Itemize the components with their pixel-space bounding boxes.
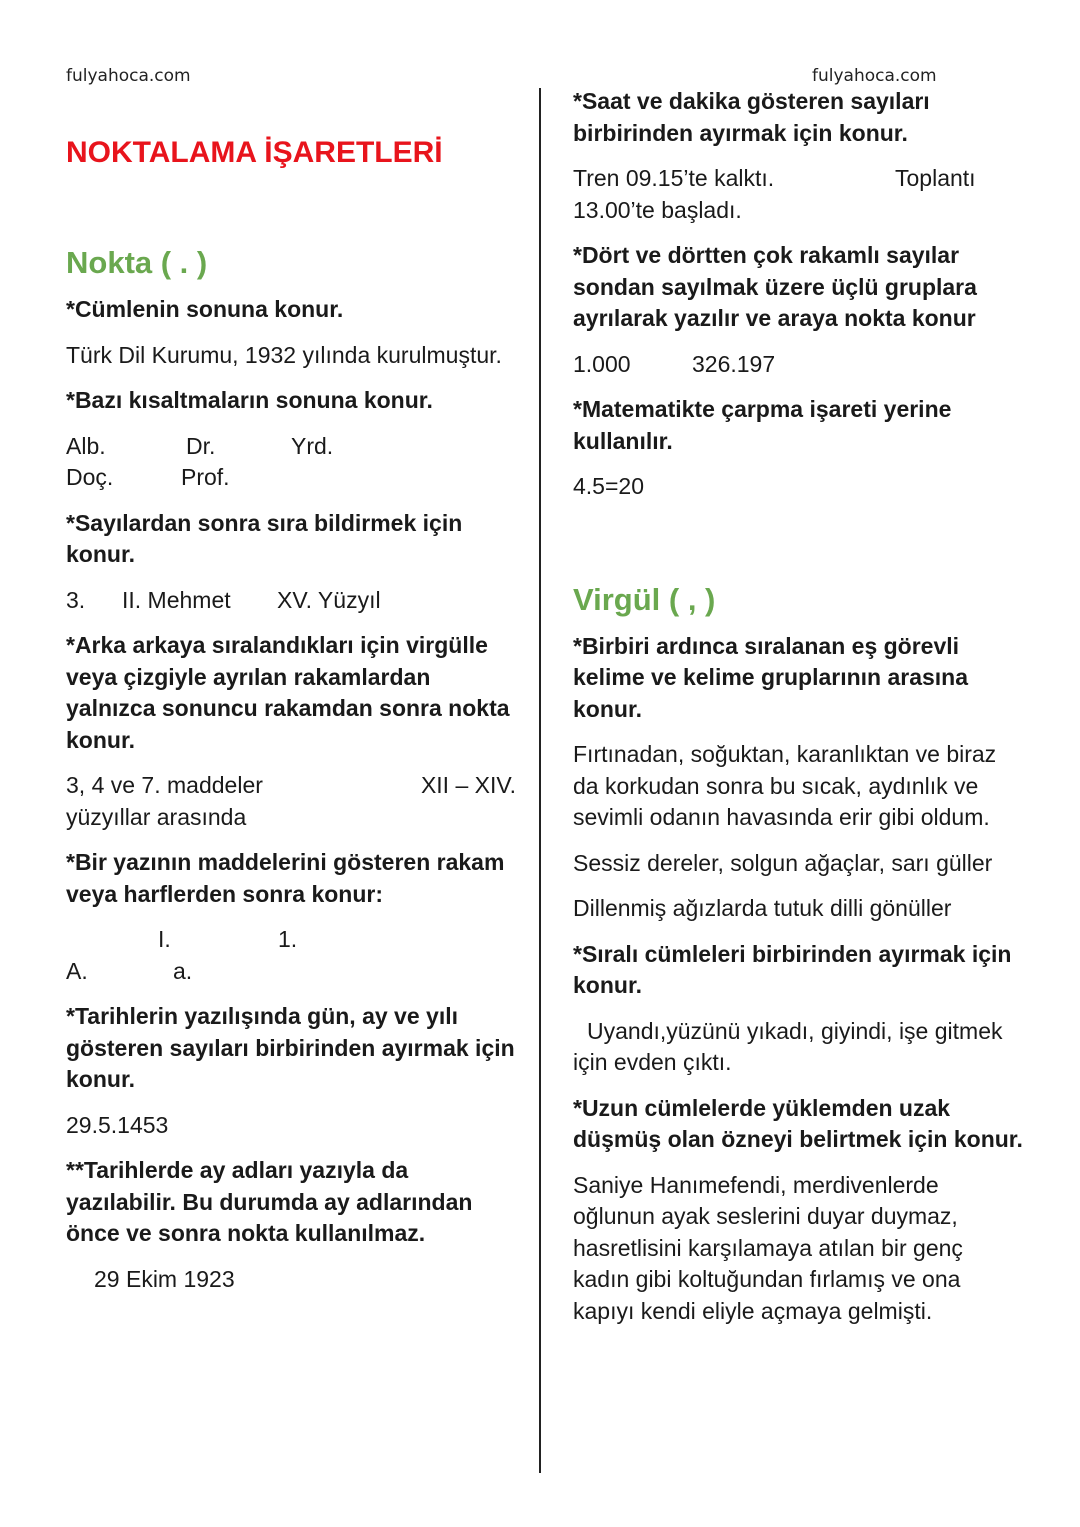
example-text: 3. (66, 586, 86, 613)
rule-text: *Bazı kısaltmaların sonuna konur. (66, 387, 433, 413)
rule-text: *Sayılardan sonra sıra bildirmek için konur. (66, 509, 463, 567)
example-text: Sessiz dereler, solgun ağaçlar, sarı güller (573, 849, 993, 876)
column-divider (539, 88, 541, 1473)
example-text: Doç. (66, 464, 114, 490)
example-text: Dr. (186, 432, 216, 459)
example-text: 1. (278, 926, 298, 952)
site-url-right: fulyahoca.com (812, 66, 937, 86)
rule-text: *Dört ve dörtten çok rakamlı sayılar sondan sayılmak üzere üçlü gruplara ayrılarak yazılır ve araya nokta konur (573, 242, 977, 331)
example-text: Tren 09.15’te kalktı. (573, 165, 775, 191)
example-text: II. Mehmet (122, 586, 231, 613)
example-text: Yrd. (291, 432, 334, 459)
right-column (573, 86, 1023, 1341)
example-text: 29 Ekim 1923 (94, 1265, 235, 1292)
spacer (573, 517, 1023, 579)
example-text: Toplantı (895, 165, 976, 191)
example-text: Alb. (66, 432, 106, 459)
example-text: a. (173, 957, 193, 984)
rule-text: *Birbiri ardınca sıralanan eş görevli kelime ve kelime gruplarının arasına konur. (573, 632, 969, 722)
example-text: Uyandı,yüzünü yıkadı, giyindi, işe gitmek için evden çıktı. (573, 1017, 1003, 1075)
site-url-left: fulyahoca.com (66, 66, 191, 86)
rule-text: **Tarihlerde ay adları yazıyla da yazılabilir. Bu durumda ay adlarından önce ve sonra nokta kullanılmaz. (66, 1157, 473, 1246)
rule-text: *Uzun cümlelerde yüklemden uzak düşmüş olan özneyi belirtmek için konur. (573, 1094, 1023, 1152)
example-text: Türk Dil Kurumu, 1932 yılında kurulmuştur. (66, 341, 502, 368)
example-text: Dillenmiş ağızlarda tutuk dilli gönüller (573, 895, 952, 921)
example-text: Fırtınadan, soğuktan, karanlıktan ve biraz da korkudan sonra bu sıcak, aydınlık ve sevimli odanın havasında erir gibi oldum. (573, 741, 997, 830)
example-text: 13.00’te başladı. (573, 196, 742, 223)
page-title: NOKTALAMA İŞARETLERİ (66, 136, 443, 169)
example-text: XV. Yüzyıl (277, 586, 381, 613)
rule-text: *Cümlenin sonuna konur. (66, 296, 344, 322)
example-text: 326.197 (692, 350, 776, 377)
ordinal-examples (66, 585, 516, 617)
rule-text: *Matematikte çarpma işareti yerine kullanılır. (573, 396, 952, 454)
example-text: Prof. (181, 464, 230, 490)
example-text: 4.5=20 (573, 473, 644, 499)
number-examples (573, 349, 1023, 381)
time-examples (573, 163, 1023, 226)
range-examples (66, 770, 516, 833)
example-text: 1.000 (573, 350, 631, 377)
item-marker-examples (66, 924, 516, 987)
example-text: yüzyıllar arasında (66, 803, 247, 830)
example-text: 3, 4 ve 7. maddeler (66, 772, 263, 798)
rule-text: *Sıralı cümleleri birbirinden ayırmak için konur. (573, 940, 1012, 998)
section-heading-nokta: Nokta ( . ) (66, 245, 208, 280)
example-text: XII – XIV. (420, 772, 516, 798)
example-text: A. (66, 957, 88, 984)
rule-text: *Bir yazının maddelerini gösteren rakam veya harflerden sonra konur: (66, 849, 505, 907)
rule-text: *Saat ve dakika gösteren sayıları birbirinden ayırmak için konur. (573, 88, 930, 146)
rule-text: *Arka arkaya sıralandıkları için virgülle veya çizgiyle ayrılan rakamlardan yalnızca sonuncu rakamdan sonra nokta konur. (66, 632, 510, 753)
left-column (66, 132, 516, 1309)
section-heading-virgul: Virgül ( , ) (573, 581, 716, 617)
abbreviation-examples (66, 431, 516, 494)
example-text: Saniye Hanımefendi, merdivenlerde oğlunun ayak seslerini duyar duymaz, hasretlisini karşılamaya atılan bir genç kadın gibi koltuğundan fırlamış ve ona kapıyı kendi eliyle açmaya gelmişti. (573, 1171, 963, 1324)
example-text: I. (158, 926, 171, 952)
example-text: 29.5.1453 (66, 1111, 169, 1138)
rule-text: *Tarihlerin yazılışında gün, ay ve yılı gösteren sayıları birbirinden ayırmak için konur. (66, 1003, 515, 1092)
